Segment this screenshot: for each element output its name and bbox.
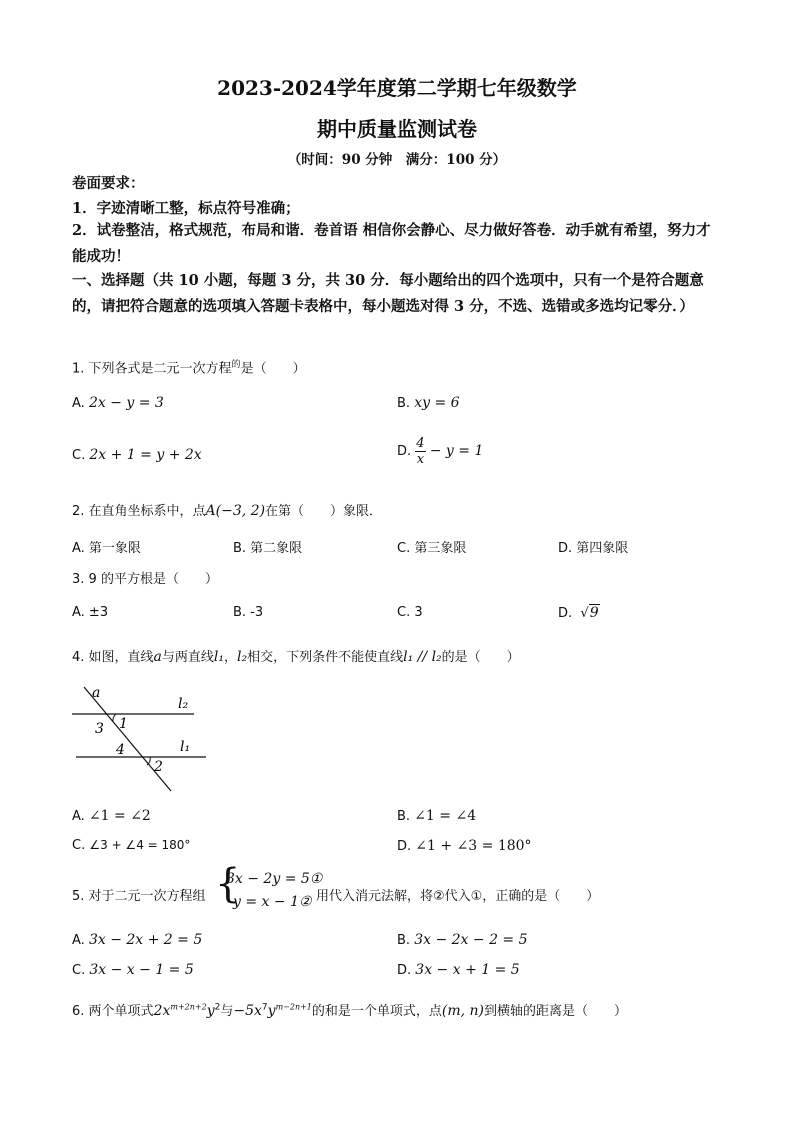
question-2-stem: 2. 在直角坐标系中，点A(−3, 2)在第（ ）象限． [72, 503, 383, 519]
angle-label-2: 2 [154, 759, 163, 775]
q5-option-a[interactable]: A. 3x − 2x + 2 = 5 [72, 932, 203, 948]
q5-option-c[interactable]: C. 3x − x − 1 = 5 [72, 962, 194, 978]
q2-option-b[interactable]: B. 第二象限 [233, 541, 303, 556]
q4-option-a[interactable]: A. ∠1 = ∠2 [72, 808, 151, 824]
q3-option-c[interactable]: C. 3 [397, 605, 423, 620]
q4-figure [70, 683, 215, 798]
label-l2: l₂ [178, 696, 189, 712]
section1-heading: 一、选择题（共 10 小题，每题 3 分，共 30 分．每小题给出的四个选项中，只有一个是符合题意的，请把符合题意的选项填入答题卡表格中，每小题选对得 3 分，不选、选错或多选均记零分．） [72, 272, 704, 315]
q2-option-a[interactable]: A. 第一象限 [72, 541, 141, 556]
angle-label-4: 4 [116, 742, 125, 758]
requirement-1: 1．字迹清晰工整，标点符号准确； [72, 200, 300, 217]
label-l1: l₁ [180, 739, 191, 755]
system-eq-1: 3x − 2y = 5① [226, 871, 323, 887]
q4-option-b[interactable]: B. ∠1 = ∠4 [397, 808, 477, 824]
q4-option-d[interactable]: D. ∠1 + ∠3 = 180° [397, 838, 532, 854]
exam-title: 2023-2024学年度第二学期七年级数学 [217, 76, 577, 100]
angle-label-1: 1 [119, 716, 128, 732]
system-brace: { [215, 861, 241, 907]
requirements-heading: 卷面要求： [72, 175, 145, 192]
angle-label-3: 3 [95, 721, 104, 737]
question-4-stem: 4. 如图，直线a与两直线l₁，l₂相交，下列条件不能使直线l₁ // l₂的是（ ） [72, 649, 520, 665]
q1-option-c[interactable]: C. 2x + 1 = y + 2x [72, 447, 202, 463]
q5-option-b[interactable]: B. 3x − 2x − 2 = 5 [397, 932, 528, 948]
question-5-stem-a: 5. 对于二元一次方程组 [72, 889, 206, 904]
q2-option-d[interactable]: D. 第四象限 [558, 541, 629, 556]
angle-arc-1 [113, 714, 116, 721]
question-1-stem: 1. 下列各式是二元一次方程$^的$是（ ） [72, 360, 306, 377]
q1-option-a[interactable]: A. 2x − y = 3 [72, 395, 164, 411]
question-5-stem-b: 用代入消元法解，将②代入①，正确的是（ ） [316, 889, 600, 904]
line-a [84, 687, 171, 791]
time-info: （时间：90 分钟 满分：100 分） [287, 152, 507, 168]
fraction: $\frac{4}{x}$ [416, 436, 425, 467]
exam-subtitle: 期中质量监测试卷 [317, 117, 477, 141]
q3-option-b[interactable]: B. -3 [233, 605, 264, 620]
q1-option-d[interactable]: D. $\frac{4}{x}$ − y = 1 [397, 436, 484, 467]
q1-option-b[interactable]: B. xy = 6 [397, 395, 460, 411]
requirement-2: 2．试卷整洁，格式规范，布局和谐．卷首语 相信你会静心、尽力做好答卷．动手就有希望，努力才能成功！ [72, 222, 711, 265]
q2-option-c[interactable]: C. 第三象限 [397, 541, 467, 556]
q5-option-d[interactable]: D. 3x − x + 1 = 5 [397, 962, 520, 978]
label-a: a [92, 685, 101, 701]
sqrt-symbol: √ [580, 606, 589, 621]
system-eq-2: y = x − 1② [233, 894, 312, 910]
q3-option-a[interactable]: A. ±3 [72, 605, 109, 620]
q3-option-d[interactable]: D. √9 [558, 605, 599, 621]
question-6-stem: 6. 两个单项式$2x^{m+2n+2}y^2$与$-5x^7y^{m-2n+1}$的和是一个单项式，点(m, n)到横轴的距离是（ ） [72, 1002, 628, 1019]
q4-option-c[interactable]: C. ∠3 + ∠4 = 180° [72, 838, 191, 853]
question-3-stem: 3. 9 的平方根是（ ） [72, 572, 218, 587]
